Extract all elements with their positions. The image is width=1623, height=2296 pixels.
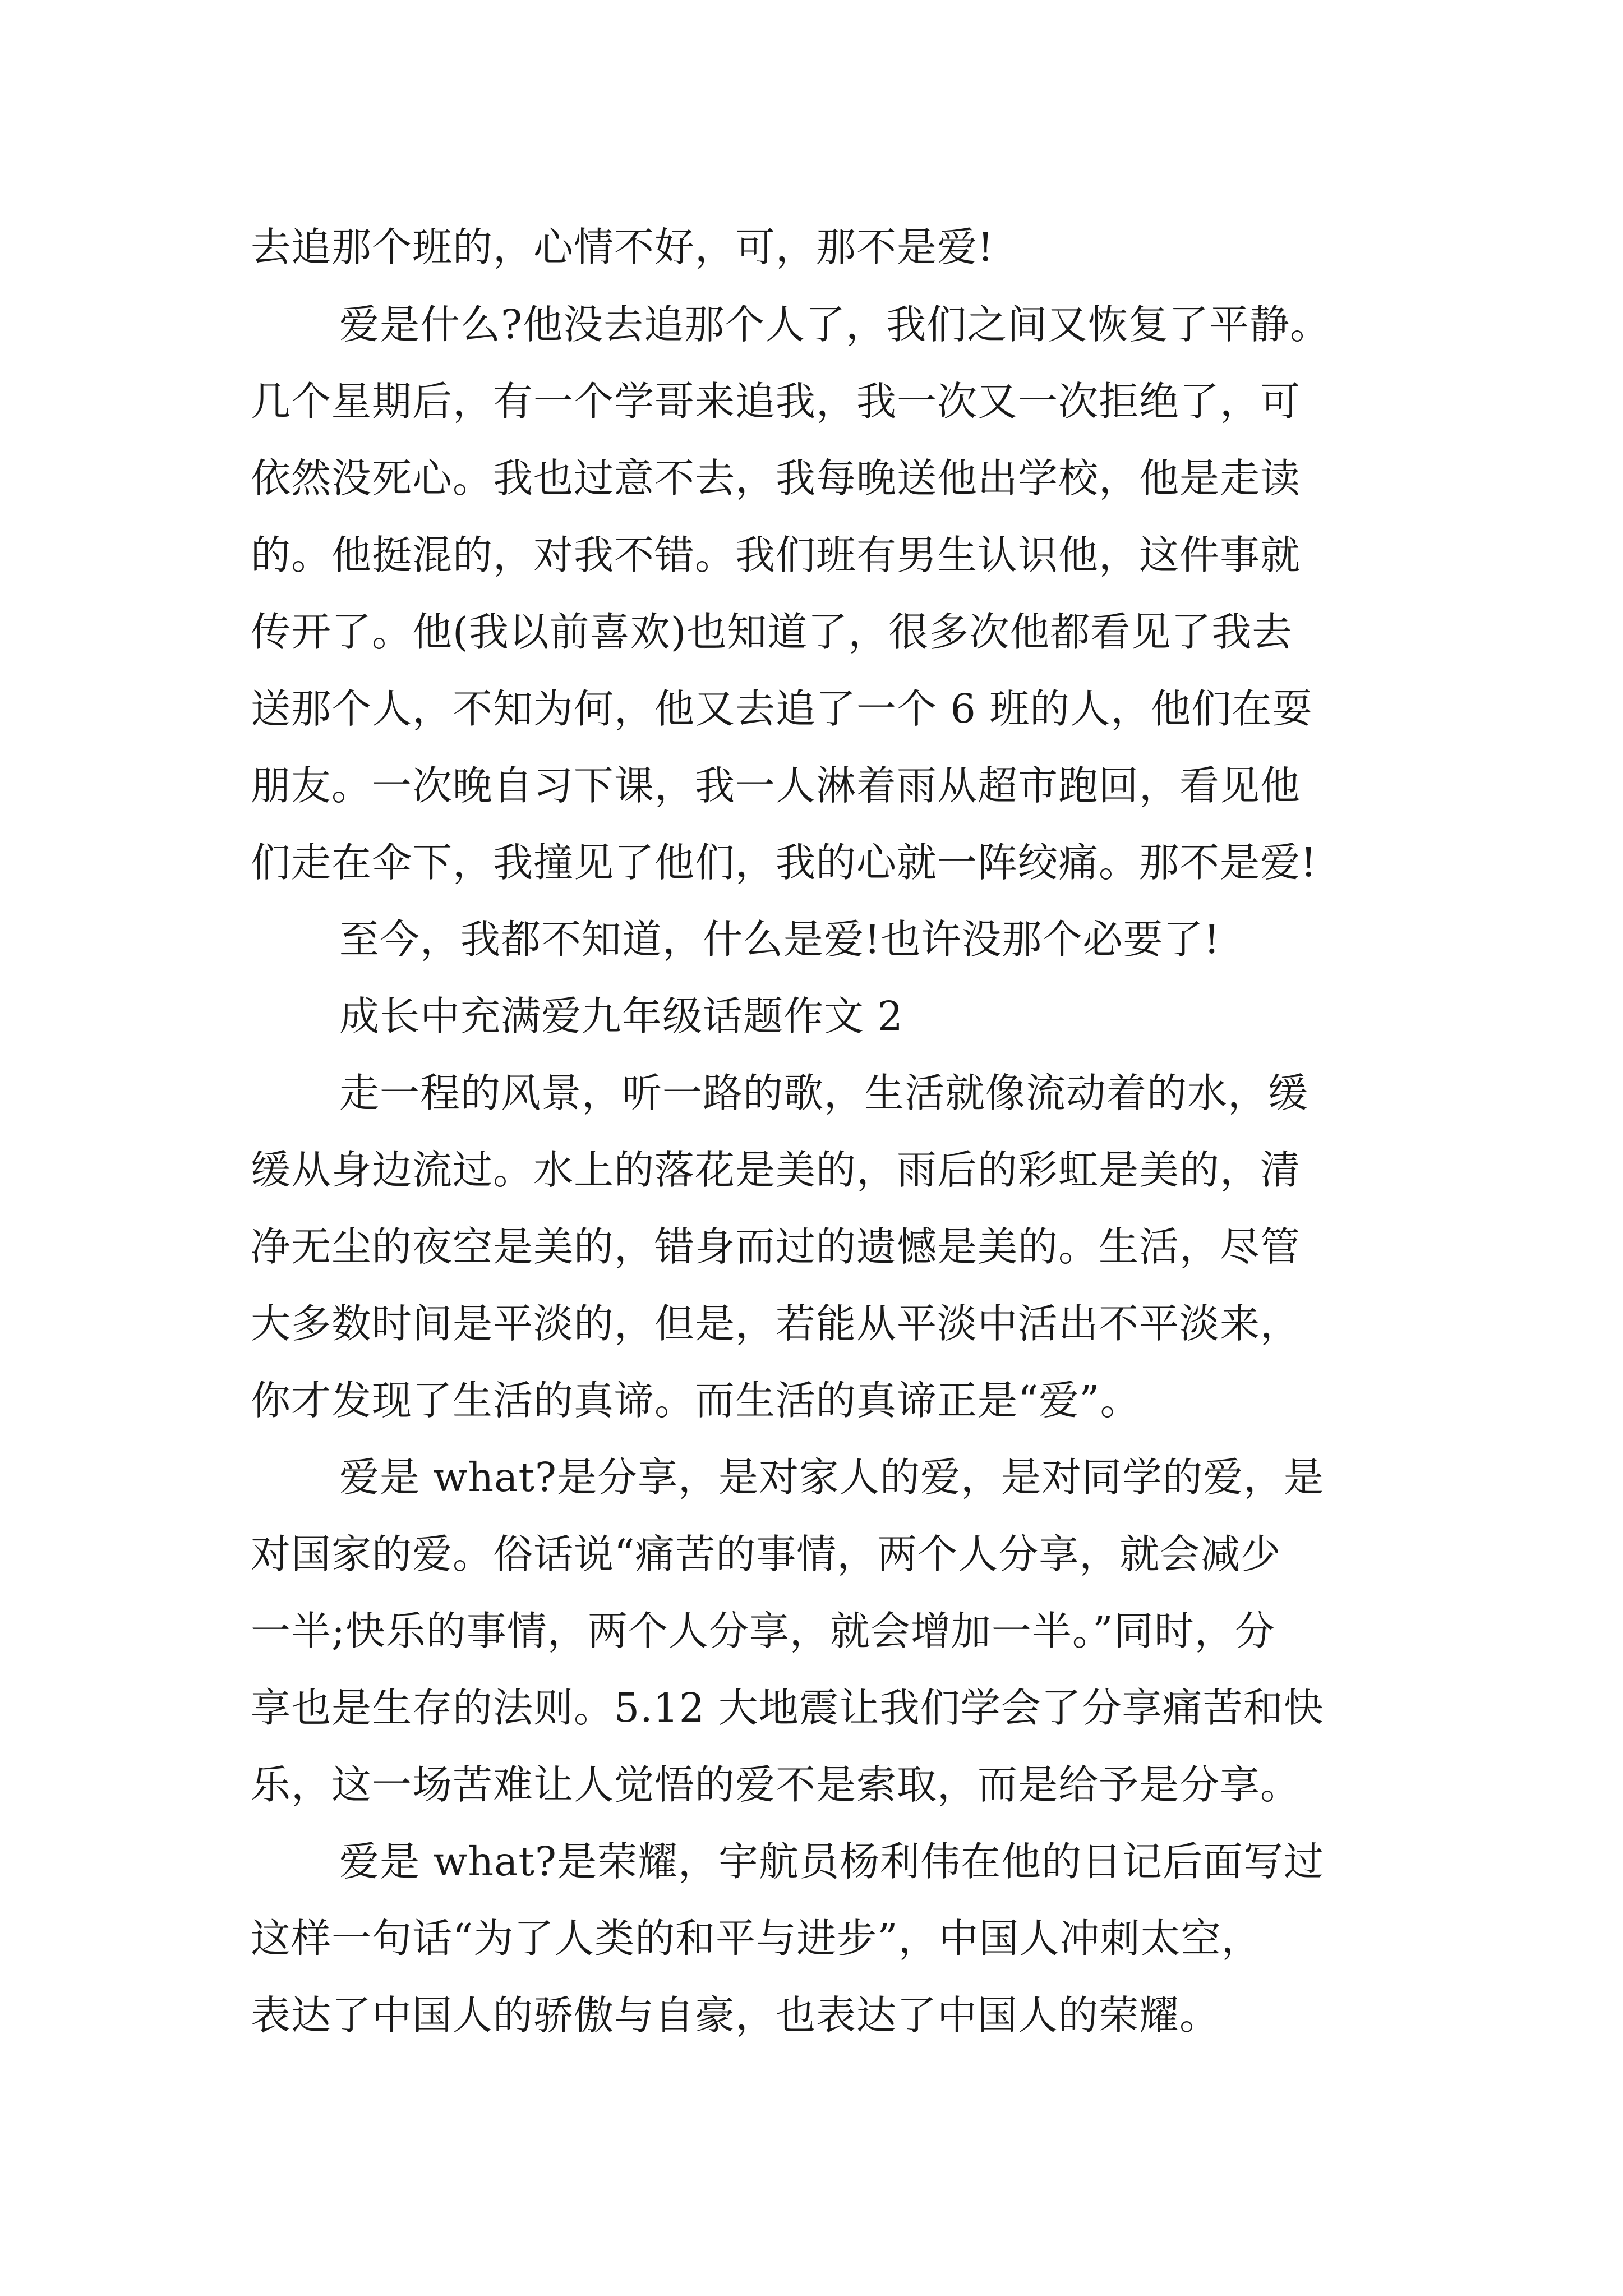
text-line: 表达了中国人的骄傲与自豪，也表达了中国人的荣耀。 <box>251 1992 1220 2039</box>
text-line: 爱是 what?是分享，是对家人的爱，是对同学的爱，是 <box>339 1454 1324 1501</box>
text-line: 依然没死心。我也过意不去，我每晚送他出学校，他是走读 <box>251 455 1301 501</box>
section-heading: 成长中充满爱九年级话题作文 2 <box>339 993 903 1039</box>
text-line: 你才发现了生活的真谛。而生活的真谛正是“爱”。 <box>251 1377 1141 1424</box>
text-line: 一半;快乐的事情，两个人分享，就会增加一半。”同时，分 <box>251 1608 1275 1654</box>
text-line: 去追那个班的，心情不好，可，那不是爱! <box>251 224 994 270</box>
text-line: 送那个人，不知为何，他又去追了一个 6 班的人，他们在耍 <box>251 685 1313 732</box>
text-line: 这样一句话“为了人类的和平与进步”，中国人冲刺太空， <box>251 1915 1262 1962</box>
text-line: 传开了。他(我以前喜欢)也知道了，很多次他都看见了我去 <box>251 609 1293 655</box>
text-line: 几个星期后，有一个学哥来追我，我一次又一次拒绝了，可 <box>251 378 1301 425</box>
text-line: 爱是什么?他没去追那个人了，我们之间又恢复了平静。 <box>339 301 1331 348</box>
text-line: 大多数时间是平淡的，但是，若能从平淡中活出不平淡来， <box>251 1300 1301 1347</box>
text-line: 对国家的爱。俗话说“痛苦的事情，两个人分享，就会减少 <box>251 1531 1281 1577</box>
text-line: 缓从身边流过。水上的落花是美的，雨后的彩虹是美的，清 <box>251 1147 1301 1193</box>
text-line: 净无尘的夜空是美的，错身而过的遗憾是美的。生活，尽管 <box>251 1223 1301 1270</box>
text-line: 乐，这一场苦难让人觉悟的爱不是索取，而是给予是分享。 <box>251 1761 1301 1808</box>
text-line: 走一程的风景，听一路的歌，生活就像流动着的水，缓 <box>339 1070 1309 1116</box>
text-line: 爱是 what?是荣耀，宇航员杨利伟在他的日记后面写过 <box>339 1838 1324 1885</box>
text-line: 享也是生存的法则。5.12 大地震让我们学会了分享痛苦和快 <box>251 1685 1324 1731</box>
text-line: 朋友。一次晚自习下课，我一人淋着雨从超市跑回，看见他 <box>251 762 1301 809</box>
text-line: 至今，我都不知道，什么是爱!也许没那个必要了! <box>339 916 1221 963</box>
text-line: 的。他挺混的，对我不错。我们班有男生认识他，这件事就 <box>251 532 1301 578</box>
text-line: 们走在伞下，我撞见了他们，我的心就一阵绞痛。那不是爱! <box>251 839 1317 886</box>
